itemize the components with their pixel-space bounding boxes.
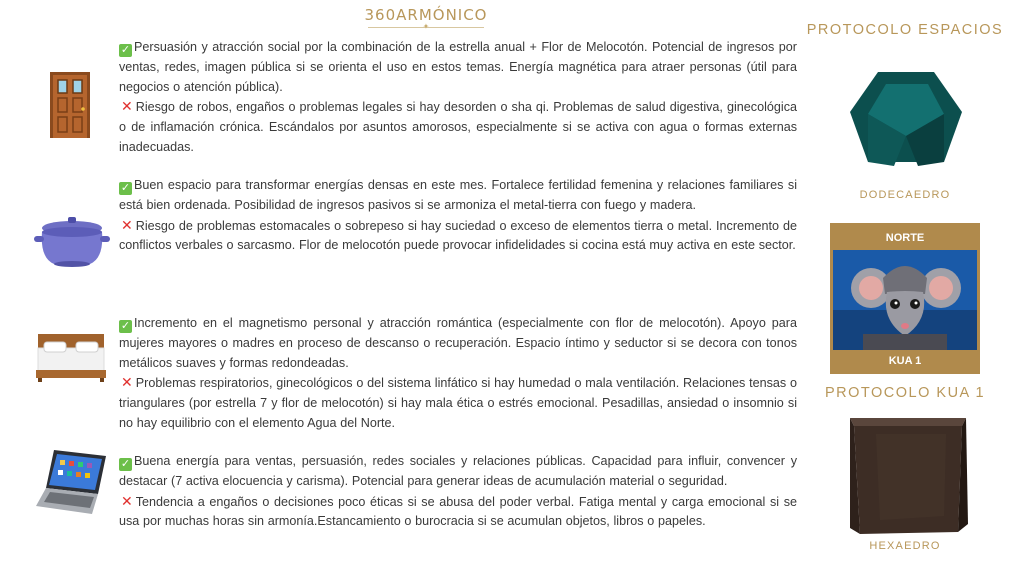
section-office [119, 452, 797, 532]
section-text [119, 176, 797, 256]
negative-text: Riesgo de robos, engaños o problemas legales si hay desorden o sha qi. Problemas de salud digestiva, ginecológica o de inflamación crónica. Escándalos por asuntos amorosos, especialmente si se activa con agua o formas externas inadecuadas. [119, 100, 797, 154]
negative-text: Riesgo de problemas estomacales o sobrepeso si hay suciedad o exceso de elementos tierra o metal. Incremento de conflictos verbales o sarcasmo. Flor de melocotón puede provocar infidelidades si cocina está muy activa en este sector. [119, 218, 797, 253]
section-door [119, 38, 797, 158]
dodecahedron-icon [848, 70, 964, 170]
dodecahedron-label: DODECAEDRO [859, 189, 951, 201]
laptop-icon [36, 450, 106, 516]
section-bedroom [119, 314, 797, 434]
check-icon: ✓ [120, 320, 131, 332]
positive-text: Buena energía para ventas, persuasión, redes sociales y relaciones públicas. Capacidad para influir, convencer y destacar (7 activa elocuencia y carisma). Potencial para generar ideas de acumulación material o seguridad. [119, 454, 797, 488]
cross-icon: ✕ [121, 374, 133, 391]
section-text [119, 38, 797, 158]
positive-text: Incremento en el magnetismo personal y atracción romántica (especialmente con flor de melocotón). Apoyo para mujeres mayores o madres en proceso de descanso o recuperación. Espacio íntimo y seductor si se decora con tonos metálicos suaves y formas redondeadas. [119, 316, 797, 370]
door-icon [50, 72, 90, 138]
cooking-pot-icon [34, 214, 110, 270]
brand-logo [360, 6, 492, 31]
logo-star-icon: ✦ [422, 22, 430, 31]
logo-text: 360ARMÓNICO [364, 6, 488, 24]
cross-icon: ✕ [121, 492, 133, 509]
hexahedron-icon [846, 416, 970, 536]
kua-card [830, 223, 980, 374]
check-icon: ✓ [120, 458, 131, 470]
positive-text: Buen espacio para transformar energías densas en este mes. Fortalece fertilidad femenina y relaciones familiares si está bien ordenada. Posibilidad de ingresos pasivos si se armoniza el metal-tierra con fuego y madera. [119, 178, 797, 212]
check-icon: ✓ [120, 182, 131, 194]
kua-card-direction: NORTE [885, 232, 925, 244]
positive-text: Persuasión y atracción social por la combinación de la estrella anual + Flor de Melocotón. Potencial de ingresos por ventas, redes, imagen pública si se orienta el uso en estos temas. Energía magnética para atraer personas (útil para negocios o atención pública). [119, 40, 797, 94]
negative-text: Tendencia a engaños o decisiones poco éticas si se abusa del poder verbal. Fatiga mental y carga emocional si se usa por muchas horas sin armonía.Estancamiento o burocracia si se acumulan objetos, libros o papeles. [119, 494, 797, 529]
protocol-kua-title: PROTOCOLO KUA 1 [824, 385, 986, 401]
rat-warrior-image [833, 250, 977, 350]
cross-icon: ✕ [121, 216, 133, 233]
section-text [119, 314, 797, 434]
bed-icon [36, 334, 106, 382]
check-icon: ✓ [120, 44, 131, 56]
negative-text: Problemas respiratorios, ginecológicos o del sistema linfático si hay humedad o mala ventilación. Relaciones tensas o triangulares (por estrella 7 y flor de melocotón) si hay mala ética o estrés emocional. Pesadillas, ansiedad o insomnio si no hay equilibrio con el elemento Agua del Norte. [119, 376, 797, 430]
hexahedron-label: HEXAEDRO [869, 540, 941, 552]
cross-icon: ✕ [121, 98, 133, 115]
kua-card-label: KUA 1 [888, 355, 922, 367]
section-kitchen [119, 176, 797, 256]
section-text [119, 452, 797, 532]
protocol-spaces-title: PROTOCOLO ESPACIOS [806, 22, 1004, 38]
